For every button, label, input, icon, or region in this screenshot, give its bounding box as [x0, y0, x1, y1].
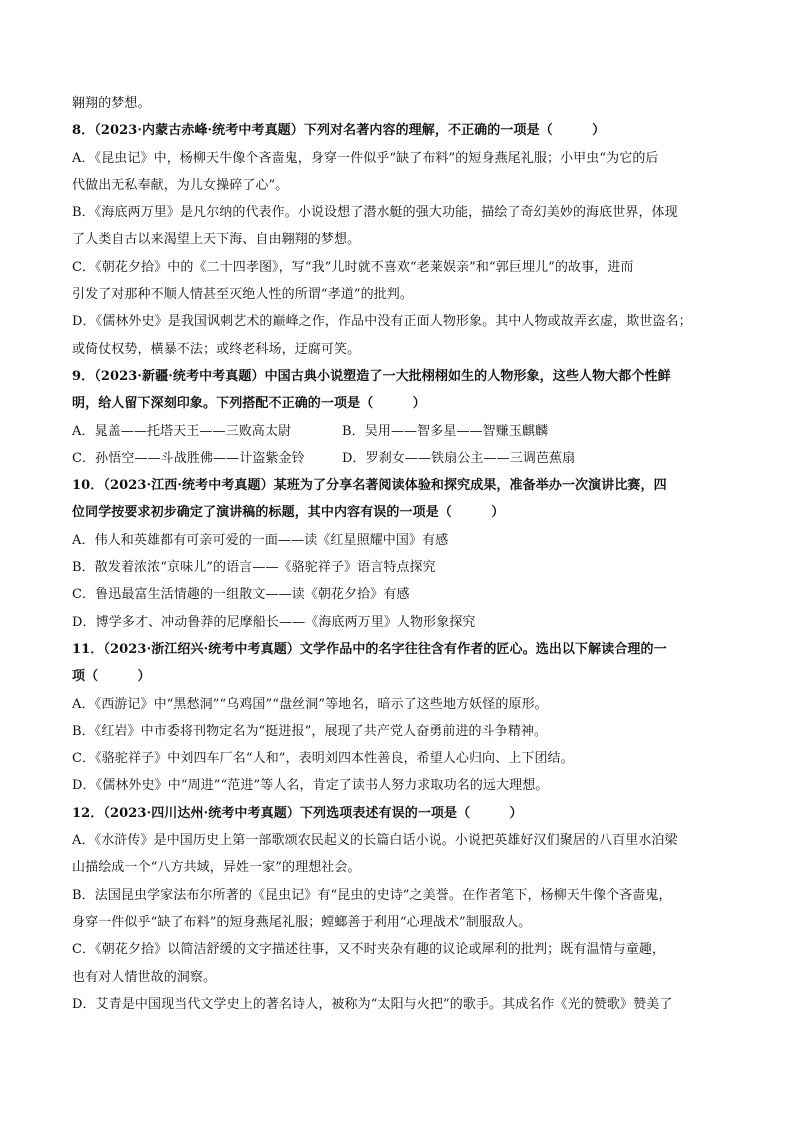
- exam-page: [72, 90, 724, 1018]
- question-11-stem-cont: 项（ ）: [72, 669, 151, 685]
- question-9-options-row-2: [72, 445, 724, 472]
- question-11: [72, 636, 724, 800]
- question-8-option-a-cont: 代做出无私奉献，为儿女操碎了心”。: [72, 177, 289, 193]
- question-10-option-d: D．博学多才、冲动鲁莽的尼摩船长——《海底两万里》人物形象探究: [72, 614, 476, 630]
- question-9-option-c: C．孙悟空——斗战胜佛——计盗紫金铃: [72, 450, 305, 466]
- question-11-option-c: C．《骆驼祥子》中刘四车厂名“人和”，表明刘四本性善良，希望人心归向、上下团结。: [72, 751, 574, 767]
- question-10-option-c: C．鲁迅最富生活情趣的一组散文——读《朝花夕拾》有感: [72, 587, 410, 603]
- question-10-stem-cont: 位同学按要求初步确定了演讲稿的标题，其中内容有误的一项是（ ）: [72, 505, 505, 521]
- question-9-stem-cont: 明，给人留下深刻印象。下列搭配不正确的一项是（ ）: [72, 396, 426, 412]
- question-11-stem: 11．（2023·浙江绍兴·统考中考真题）文学作品中的名字往往含有作者的匠心。选出以下解读合理的一: [72, 641, 667, 657]
- question-12-option-c-cont: 也有对人情世故的洞察。: [72, 969, 217, 985]
- question-12-option-b-cont: 身穿一件似乎“缺了布料”的短身燕尾礼服；螳螂善于利用“心理战术”制服敌人。: [72, 914, 532, 930]
- question-8-stem: 8．（2023·内蒙古赤峰·统考中考真题）下列对名著内容的理解，不正确的一项是（ ）: [72, 123, 606, 139]
- question-11-option-b: B．《红岩》中市委将刊物定名为“挺进报”，展现了共产党人奋勇前进的斗争精神。: [72, 723, 548, 739]
- question-8-option-b: B．《海底两万里》是凡尔纳的代表作。小说设想了潜水艇的强大功能，描绘了奇幻美妙的海底世界，体现: [72, 205, 678, 221]
- question-10: [72, 472, 724, 636]
- question-12: [72, 800, 724, 1018]
- question-9: [72, 363, 724, 472]
- question-8: [72, 117, 724, 363]
- question-11-option-d: D．《儒林外史》中“周进”“范进”等人名，肯定了读书人努力求取功名的远大理想。: [72, 778, 549, 794]
- question-8-option-b-cont: 了人类自古以来渴望上天下海、自由翱翔的梦想。: [72, 232, 361, 248]
- question-12-stem: 12．（2023·四川达州·统考中考真题）下列选项表述有误的一项是（ ）: [72, 805, 523, 821]
- question-8-option-a: A．《昆虫记》中，杨柳天牛像个吝啬鬼，身穿一件似乎“缺了布料”的短身燕尾礼服；小甲虫“为它的后: [72, 150, 659, 166]
- question-10-option-b: B．散发着浓浓“京味儿”的语言——《骆驼祥子》语言特点探究: [72, 560, 436, 576]
- question-8-option-c-cont: 引发了对那种不顺人情甚至灭绝人性的所谓“孝道”的批判。: [72, 287, 413, 303]
- question-9-options-row-1: [72, 418, 724, 445]
- question-8-option-d: D．《儒林外史》是我国讽刺艺术的巅峰之作，作品中没有正面人物形象。其中人物或故弄玄虚，欺世盗名；: [72, 314, 692, 330]
- question-9-option-b: B．吴用——智多星——智赚玉麒麟: [342, 423, 549, 439]
- lead-line: 翱翔的梦想。: [72, 96, 151, 111]
- question-12-option-b: B．法国昆虫学家法布尔所著的《昆虫记》有“昆虫的史诗”之美誉。在作者笔下，杨柳天牛像个吝啬鬼，: [72, 887, 672, 903]
- question-9-stem: 9．（2023·新疆·统考中考真题）中国古典小说塑造了一大批栩栩如生的人物形象，这些人物大都个性鲜: [72, 368, 671, 384]
- question-12-option-d: D．艾青是中国现当代文学史上的著名诗人，被称为“太阳与火把”的歌手。其成名作《光的赞歌》赞美了: [72, 996, 673, 1012]
- question-11-option-a: A．《西游记》中“黑愁洞”“乌鸡国”“盘丝洞”等地名，暗示了这些地方妖怪的原形。: [72, 696, 548, 712]
- question-8-option-c: C．《朝花夕拾》中的《二十四孝图》，写“我”儿时就不喜欢“老莱娱亲”和“郭巨埋儿”的故事，进而: [72, 259, 634, 275]
- question-8-option-d-cont: 或倚仗权势，横暴不法；或终老科场，迂腐可笑。: [72, 341, 361, 357]
- question-10-option-a: A．伟人和英雄都有可亲可爱的一面——读《红星照耀中国》有感: [72, 532, 449, 548]
- question-12-option-a: A．《水浒传》是中国历史上第一部歌颂农民起义的长篇白话小说。小说把英雄好汉们聚居的八百里水泊梁: [72, 833, 678, 849]
- question-12-option-c: C．《朝花夕拾》以简洁舒缓的文字描述往事，又不时夹杂有趣的议论或犀利的批判；既有温情与童趣，: [72, 942, 666, 958]
- question-12-option-a-cont: 山描绘成一个“八方共域，异姓一家”的理想社会。: [72, 860, 361, 876]
- question-9-option-a: A．晁盖——托塔天王——三败高太尉: [72, 423, 292, 439]
- question-9-option-d: D．罗刹女——铁扇公主——三调芭蕉扇: [342, 450, 576, 466]
- question-10-stem: 10．（2023·江西·统考中考真题）某班为了分享名著阅读体验和探究成果，准备举办一次演讲比赛，四: [72, 478, 667, 494]
